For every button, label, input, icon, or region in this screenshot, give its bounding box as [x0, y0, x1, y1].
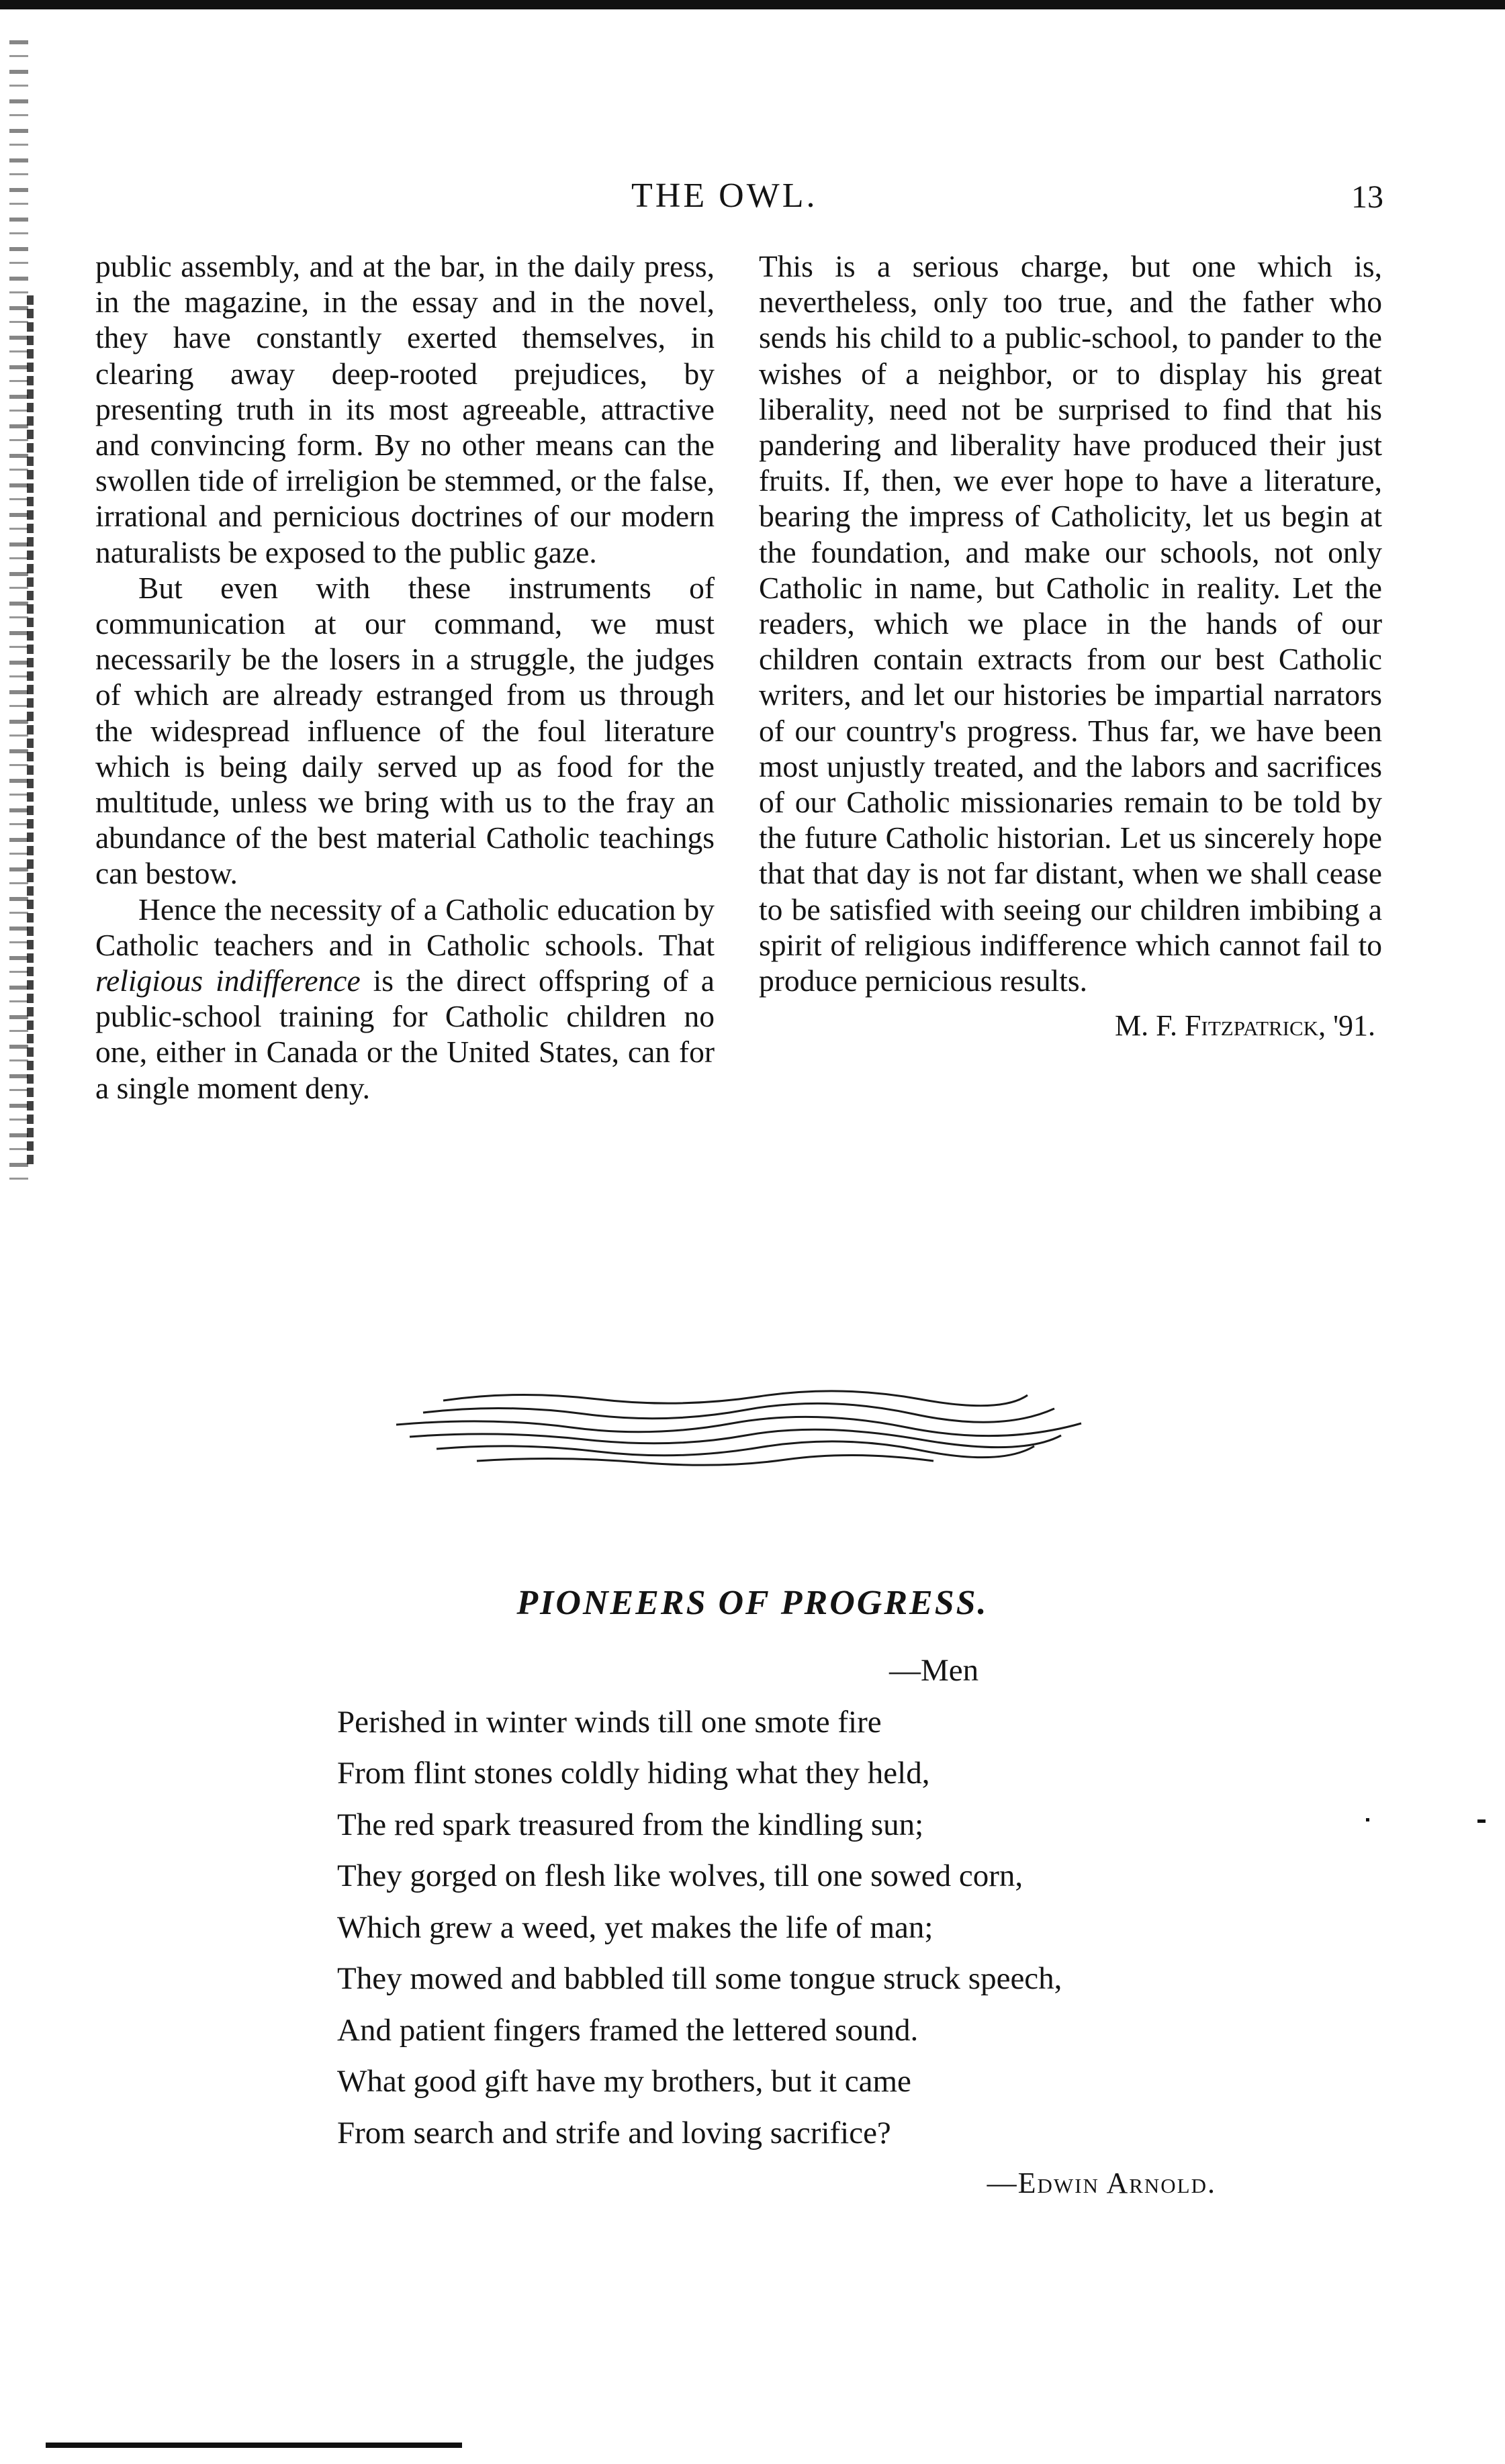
paragraph-text: is the direct offspring of a public-school training for Catholic children no one, either in Canada or the United States, can for a single moment deny. — [95, 963, 715, 1105]
article-paragraph — [95, 892, 715, 1106]
article-paragraph: But even with these instruments of communication at our command, we must necessarily be the losers in a struggle, the judges of which are already estranged from us through the widespread influence of the foul literature which is being daily served up as food for the multitude, unless we bring with us to the fray an abundance of the best material Catholic teachings can bestow. — [95, 570, 715, 891]
article-paragraph: public assembly, and at the bar, in the daily press, in the magazine, in the essay and in the novel, they have constantly exerted themselves, in clearing away deep-rooted prejudices, by presenting truth in its most agreeable, attractive and convincing form. By no other means can the swollen tide of irreligion be stemmed, or the false, irrational and pernicious doctrines of our modern naturalists be exposed to the public gaze. — [95, 249, 715, 569]
poem-line: And patient fingers framed the lettered sound. — [337, 2012, 919, 2048]
poem-line: What good gift have my brothers, but it came — [337, 2064, 911, 2099]
poem-title: PIONEERS OF PROGRESS. — [516, 1584, 989, 1623]
poem-stanza — [337, 1645, 1277, 2159]
poem-line: They gorged on flesh like wolves, till one sowed corn, — [337, 1858, 1023, 1893]
article-left-column — [95, 248, 715, 1106]
poem-line: They mowed and babbled till some tongue struck speech, — [337, 1961, 1062, 1996]
scan-speck — [1366, 1818, 1369, 1821]
top-border-rule — [0, 0, 1505, 9]
poem-line: From search and strife and loving sacrifice? — [337, 2115, 891, 2150]
journal-title: THE OWL. — [631, 177, 818, 215]
author-signature: M. F. Fitzpatrick, '91. — [1114, 1009, 1375, 1043]
page-number: 13 — [1351, 179, 1383, 215]
poem-line: The red spark treasured from the kindling sun; — [337, 1807, 924, 1842]
scan-speck — [1477, 1819, 1486, 1823]
poem-line: Perished in winter winds till one smote fire — [337, 1704, 882, 1740]
poem-line: —Men — [889, 1653, 979, 1688]
paragraph-text: Hence the necessity of a Catholic education by Catholic teachers and in Catholic schools. That — [95, 892, 715, 962]
poem-attribution: —Edwin Arnold. — [987, 2167, 1216, 2199]
bottom-border-rule — [46, 2443, 462, 2448]
poem-line: Which grew a weed, yet makes the life of man; — [337, 1909, 933, 1945]
running-head — [0, 176, 1505, 223]
wavy-line-ornament-icon — [383, 1376, 1095, 1477]
poem-line: From flint stones coldly hiding what they held, — [337, 1756, 930, 1791]
article-paragraph: This is a serious charge, but one which is, nevertheless, only too true, and the father who sends his child to a public-school, to pander to the wishes of a neighbor, or to display his great liberality, need not be surprised to find that his pandering and liberality have produced their just fruits. If, then, we ever hope to have a literature, bearing the impress of Catholicity, let us begin at the foundation, and make our schools, not only Catholic in name, but Catholic in reality. Let the readers, which we place in the hands of our children contain extracts from our best Catholic writers, and let our histories be impartial narrators of our country's progress. Thus far, we have been most unjustly treated, and the labors and sacrifices of our Catholic missionaries remain to be told by the future Catholic historian. Let us sincerely hope that that day is not far distant, when we shall cease to be satisfied with seeing our children imbibing a spirit of religious indifference which cannot fail to produce pernicious results. — [759, 249, 1382, 998]
emphasized-phrase: religious indifference — [95, 963, 361, 998]
binding-margin-streak — [27, 295, 34, 1168]
article-right-column — [759, 248, 1382, 1043]
